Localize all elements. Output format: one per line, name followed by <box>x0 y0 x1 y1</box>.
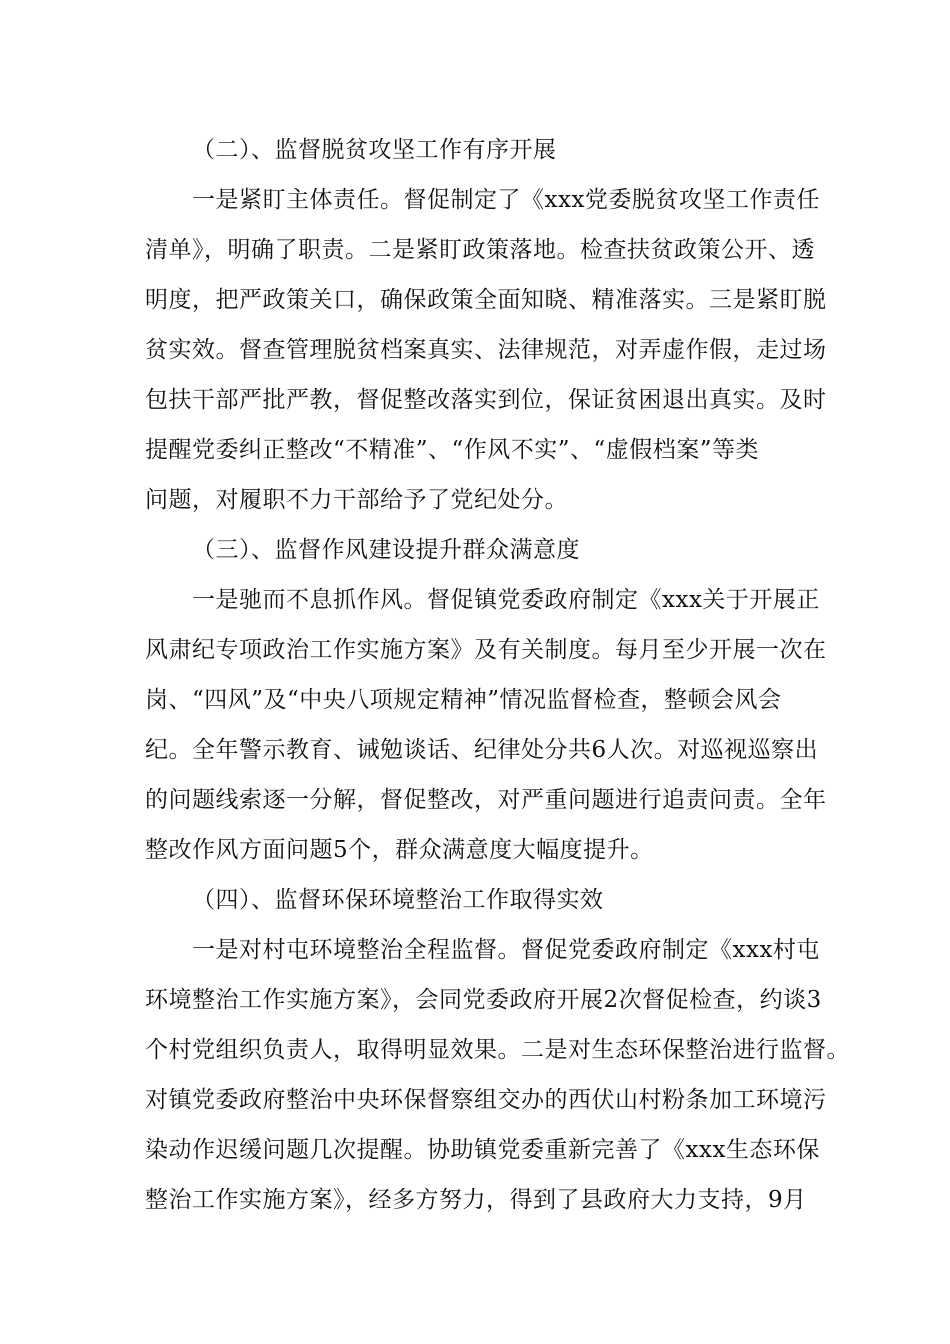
paragraph-line: 个村党组织负责人，取得明显效果。二是对生态环保整治进行监督。 <box>145 1037 850 1063</box>
paragraph-line: 整改作风方面问题5个，群众满意度大幅度提升。 <box>145 837 654 863</box>
paragraph-line: 一是紧盯主体责任。督促制定了《xxx党委脱贫攻坚工作责任 <box>192 187 820 213</box>
paragraph-line: 明度，把严政策关口，确保政策全面知晓、精准落实。三是紧盯脱 <box>145 287 827 313</box>
section-heading-3: （三）、监督作风建设提升群众满意度 <box>192 537 580 563</box>
paragraph-line: 问题，对履职不力干部给予了党纪处分。 <box>145 487 568 513</box>
section-heading-2: （二）、监督脱贫攻坚工作有序开展 <box>192 137 557 163</box>
paragraph-line: 提醒党委纠正整改“不精准”、“作风不实”、“虚假档案”等类 <box>145 437 760 463</box>
paragraph-line: 纪。全年警示教育、诫勉谈话、纪律处分共6人次。对巡视巡察出 <box>145 737 819 763</box>
paragraph-line: 清单》，明确了职责。二是紧盯政策落地。检查扶贫政策公开、透 <box>145 237 815 263</box>
paragraph-line: 整治工作实施方案》，经多方努力，得到了县政府大力支持，9月 <box>145 1187 807 1213</box>
paragraph-line: 对镇党委政府整治中央环保督察组交办的西伏山村粉条加工环境污 <box>145 1087 827 1113</box>
paragraph-line: 一是对村屯环境整治全程监督。督促党委政府制定《xxx村屯 <box>192 937 820 963</box>
paragraph-line: 环境整治工作实施方案》，会同党委政府开展2次督促检查，约谈3 <box>145 987 822 1013</box>
paragraph-line: 一是驰而不息抓作风。督促镇党委政府制定《xxx关于开展正 <box>192 587 820 613</box>
paragraph-line: 的问题线索逐一分解，督促整改，对严重问题进行追责问责。全年 <box>145 787 827 813</box>
paragraph-line: 岗、“四风”及“中央八项规定精神”情况监督检查，整顿会风会 <box>145 687 782 713</box>
paragraph-line: 染动作迟缓问题几次提醒。协助镇党委重新完善了《xxx生态环保 <box>145 1137 820 1163</box>
paragraph-line: 风肃纪专项政治工作实施方案》及有关制度。每月至少开展一次在 <box>145 637 827 663</box>
section-heading-4: （四）、监督环保环境整治工作取得实效 <box>192 887 604 913</box>
paragraph-line: 贫实效。督查管理脱贫档案真实、法律规范，对弄虚作假，走过场 <box>145 337 827 363</box>
paragraph-line: 包扶干部严批严教，督促整改落实到位，保证贫困退出真实。及时 <box>145 387 827 413</box>
